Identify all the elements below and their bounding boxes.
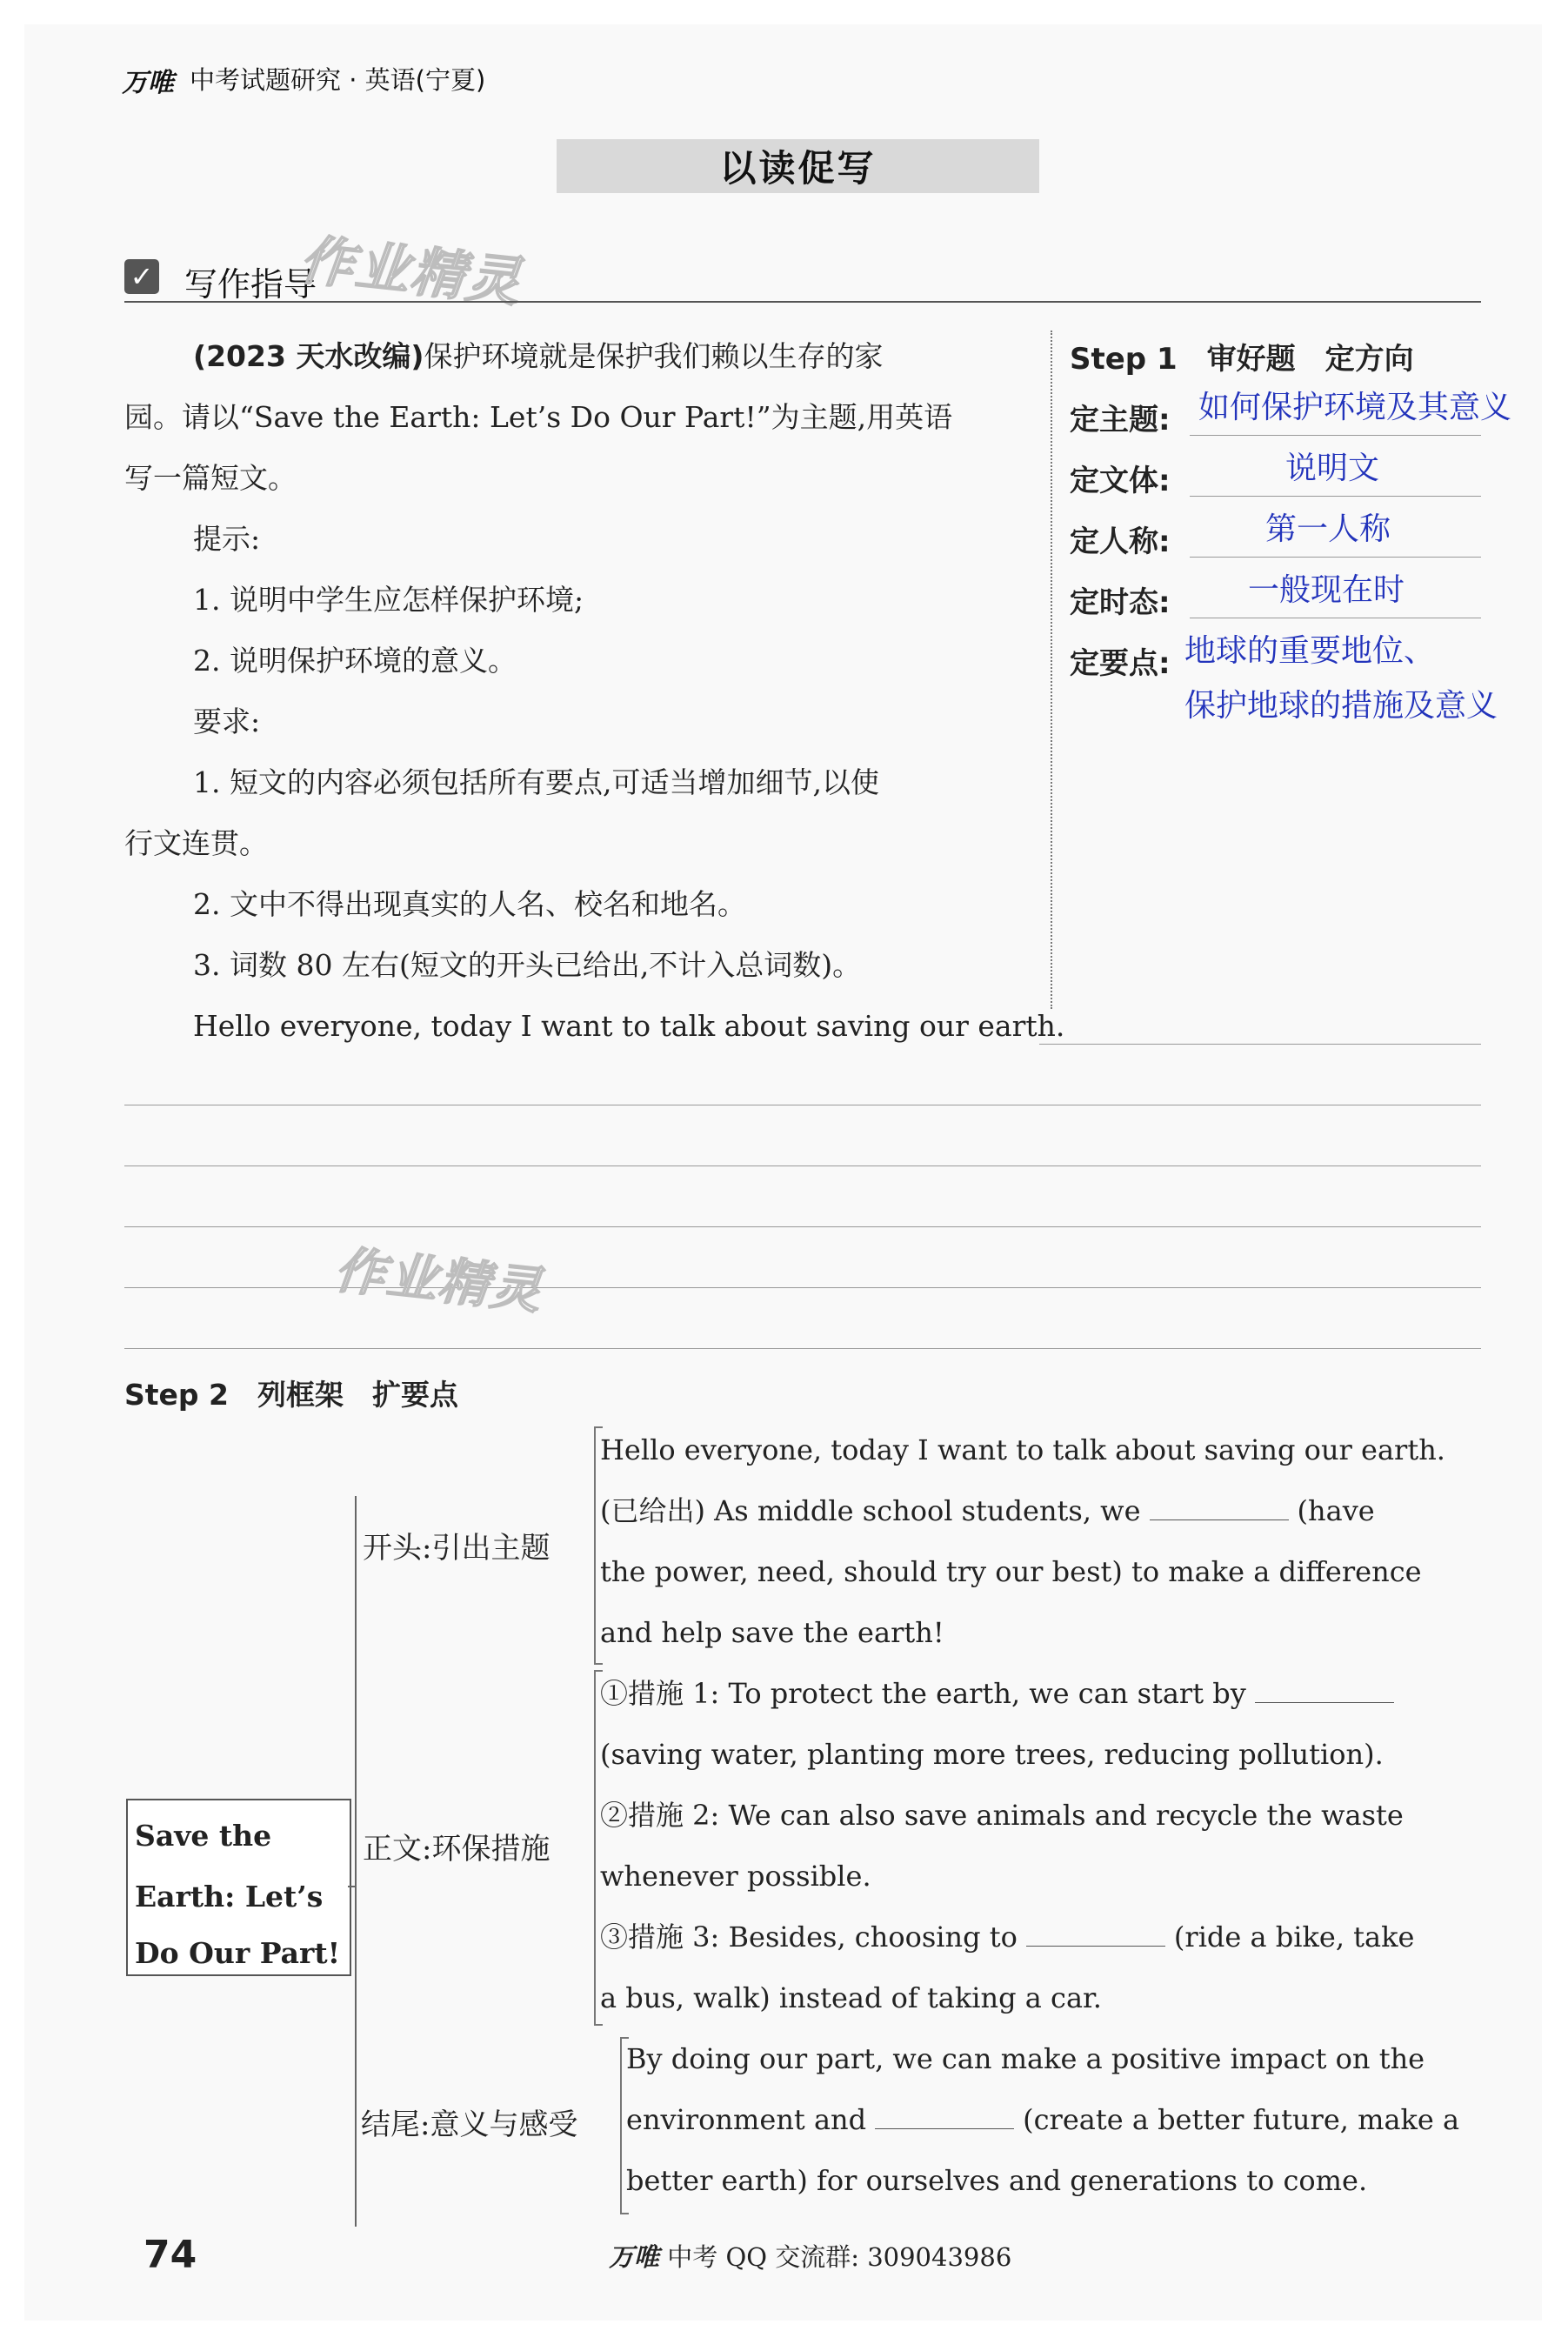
prompt-line-3: 写一篇短文。 [124,461,297,495]
footer-logo: 万唯 [609,2242,660,2272]
requirement-label: 要求: [193,705,261,738]
mindmap-connector [348,1886,355,1887]
step1-answer-person: 第一人称 [1265,511,1391,547]
answer-line [1190,496,1481,497]
step1-label-genre: 定文体: [1070,464,1171,498]
ending-line-3: better earth) for ourselves and generations to come. [626,2164,1368,2197]
answer-line [1190,435,1481,436]
requirement-1b: 行文连贯。 [124,826,268,860]
checkbox-icon: ✓ [124,259,159,294]
step1-answer-points-2: 保护地球的措施及意义 [1184,688,1498,724]
writing-line [124,1226,1481,1227]
writing-line [124,1165,1481,1166]
step1-label-points: 定要点: [1070,646,1171,681]
body-line-5: ③措施 3: Besides, choosing to (ride a bike, take [600,1920,1415,1954]
body-line-6: a bus, walk) instead of taking a car. [600,1981,1102,2014]
step1-heading: Step 1 审好题 定方向 [1070,342,1414,377]
page-number: 74 [143,2233,197,2277]
mindmap-root [126,1799,351,1976]
step2-heading: Step 2 列框架 扩要点 [124,1378,458,1412]
step1-label-person: 定人称: [1070,524,1171,559]
branch-intro-label: 开头:引出主题 [363,1531,550,1566]
blank-3[interactable] [1026,1925,1165,1947]
body-line-1: ①措施 1: To protect the earth, we can start by [600,1663,1403,1724]
root-line-1: Save the [135,1819,272,1853]
watermark: 作业精灵 [297,227,525,315]
hint-1: 1. 说明中学生应怎样保护环境; [193,583,584,617]
writing-line [1039,1044,1481,1045]
blank-1[interactable] [1150,1499,1289,1520]
body-line-3: ②措施 2: We can also save animals and recycle the waste [600,1799,1404,1832]
intro-line-4: and help save the earth! [600,1616,944,1649]
step1-label-topic: 定主题: [1070,403,1171,437]
step1-answer-topic: 如何保护环境及其意义 [1198,390,1512,425]
answer-line [1190,557,1481,558]
requirement-3: 3. 词数 80 左右(短文的开头已给出,不计入总词数)。 [193,948,862,982]
writing-line [124,1348,1481,1349]
writing-line [124,1287,1481,1288]
footer-text: 万唯 中考 QQ 交流群: 309043986 [609,2242,1012,2272]
hint-label: 提示: [193,522,261,556]
root-line-2: Earth: Let’s [135,1880,324,1914]
blank-4[interactable] [875,2107,1014,2129]
ending-line-2: environment and (create a better future, make a [626,2103,1460,2136]
root-line-3: Do Our Part! [135,1936,341,1970]
book-title: 中考试题研究 · 英语(宁夏) [190,65,486,95]
column-divider [1051,331,1052,1009]
mindmap-trunk [355,1496,357,2227]
ending-line-1: By doing our part, we can make a positive impact on the [626,2042,1425,2075]
prompt-line-1: (2023 天水改编)保护环境就是保护我们赖以生存的家 [193,339,884,373]
hint-2: 2. 说明保护环境的意义。 [193,644,517,678]
branch-body-label: 正文:环保措施 [363,1832,550,1867]
step1-answer-tense: 一般现在时 [1248,572,1405,608]
requirement-2: 2. 文中不得出现真实的人名、校名和地名。 [193,887,746,921]
prompt-line-2: 园。请以“Save the Earth: Let’s Do Our Part!”为主题,用英语 [124,400,953,434]
requirement-1a: 1. 短文的内容必须包括所有要点,可适当增加细节,以使 [193,765,879,799]
step1-answer-points: 地球的重要地位、 [1184,633,1436,669]
blank-2[interactable] [1255,1681,1394,1703]
brand-logo: 万唯 [122,68,174,98]
section-title: 写作指导 [184,265,317,304]
step1-answer-genre: 说明文 [1285,451,1380,486]
body-line-2: (saving water, planting more trees, reducing pollution). [600,1738,1384,1771]
body-line-4: whenever possible. [600,1860,871,1893]
essay-opening: Hello everyone, today I want to talk about saving our earth. [193,1009,1065,1043]
section-divider [124,301,1481,303]
intro-line-2: (已给出) As middle school students, we (have [600,1494,1375,1527]
prompt-source: (2023 天水改编) [193,339,424,373]
page-banner: 以读促写 [557,139,1039,193]
watermark: 作业精灵 [331,1239,546,1321]
intro-line-1: Hello everyone, today I want to talk about saving our earth. [600,1433,1445,1466]
step1-label-tense: 定时态: [1070,585,1171,620]
intro-line-3: the power, need, should try our best) to make a difference [600,1555,1422,1588]
branch-ending-label: 结尾:意义与感受 [361,2107,578,2142]
